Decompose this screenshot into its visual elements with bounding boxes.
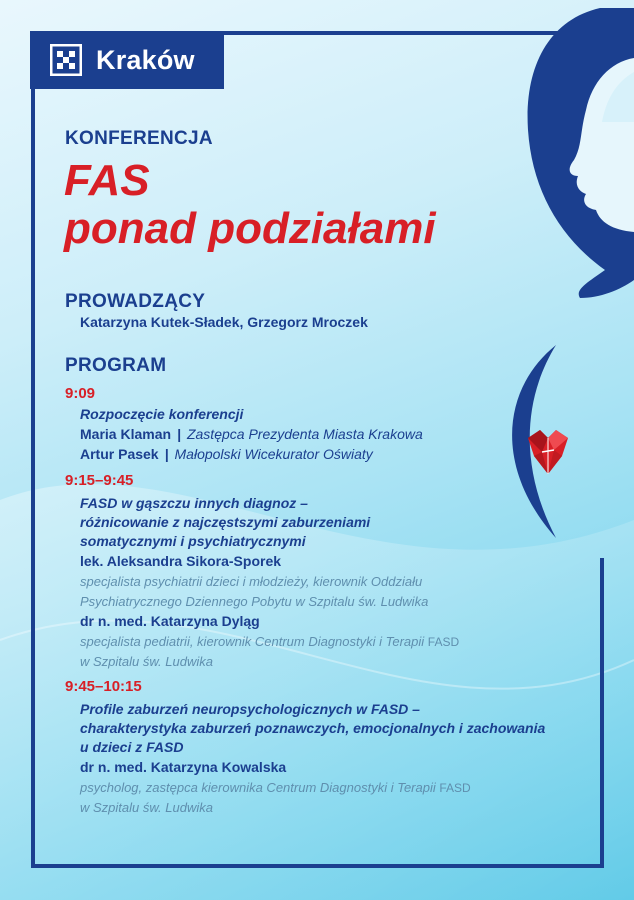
speaker-role: Zastępca Prezydenta Miasta Krakowa bbox=[186, 426, 423, 442]
expert-description-suffix: FASD bbox=[439, 781, 471, 795]
hosts-names: Katarzyna Kutek-Sładek, Grzegorz Mroczek bbox=[80, 314, 368, 330]
expert-name: lek. Aleksandra Sikora-Sporek bbox=[80, 553, 282, 569]
expert-description-line: w Szpitalu św. Ludwika bbox=[80, 800, 213, 815]
krakow-logo bbox=[30, 31, 224, 89]
conference-title-line-1: FAS bbox=[64, 156, 150, 205]
program-item-time: 9:09 bbox=[65, 385, 96, 402]
expert-name: dr n. med. Katarzyna Dyląg bbox=[80, 613, 260, 629]
expert-description-line: specjalista psychiatrii dzieci i młodzieży, kierownik Oddziału bbox=[80, 574, 423, 589]
krakow-logo-mark-icon bbox=[50, 44, 82, 76]
program-item-title-line: FASD w gąszczu innych diagnoz – bbox=[80, 495, 308, 511]
program-item-title-line: u dzieci z FASD bbox=[80, 739, 184, 755]
conference-title-line-2: ponad podziałami bbox=[64, 204, 436, 253]
expert-name: dr n. med. Katarzyna Kowalska bbox=[80, 759, 287, 775]
speaker-row bbox=[80, 446, 373, 464]
expert-description-suffix: FASD bbox=[427, 635, 460, 649]
program-item-time: 9:45–10:15 bbox=[65, 678, 142, 695]
speaker-name: Maria Klaman bbox=[80, 426, 172, 442]
expert-description-text: specjalista pediatrii, kierownik Centrum Diagnostyki i Terapii bbox=[80, 634, 425, 649]
program-item-title: Rozpoczęcie konferencji bbox=[80, 406, 244, 422]
speaker-separator: | bbox=[164, 446, 169, 462]
expert-description-text: psycholog, zastępca kierownika Centrum Diagnostyki i Terapii bbox=[80, 780, 436, 795]
speaker-role: Małopolski Wicekurator Oświaty bbox=[174, 446, 373, 462]
speaker-name: Artur Pasek bbox=[80, 446, 159, 462]
program-heading: PROGRAM bbox=[65, 355, 167, 376]
program-item-title-line: charakterystyka zaburzeń poznawczych, emocjonalnych i zachowania bbox=[80, 720, 546, 736]
logo-text: Kraków bbox=[96, 44, 195, 75]
expert-description-line: w Szpitalu św. Ludwika bbox=[80, 654, 213, 669]
program-item-title-line: Profile zaburzeń neuropsychologicznych w FASD – bbox=[80, 701, 420, 717]
expert-description-line bbox=[80, 778, 471, 798]
speaker-separator: | bbox=[177, 426, 181, 442]
conference-label: KONFERENCJA bbox=[65, 128, 213, 149]
program-item-title-line: różnicowanie z najczęstszymi zaburzeniami bbox=[80, 514, 371, 530]
speaker-row bbox=[80, 426, 423, 444]
program-item-title-line: somatycznymi i psychiatrycznymi bbox=[80, 533, 306, 549]
hosts-heading: PROWADZĄCY bbox=[65, 291, 206, 312]
expert-description-line: Psychiatrycznego Dziennego Pobytu w Szpitalu św. Ludwika bbox=[80, 594, 429, 609]
expert-description-line bbox=[80, 632, 459, 652]
program-item-time: 9:15–9:45 bbox=[65, 472, 134, 489]
